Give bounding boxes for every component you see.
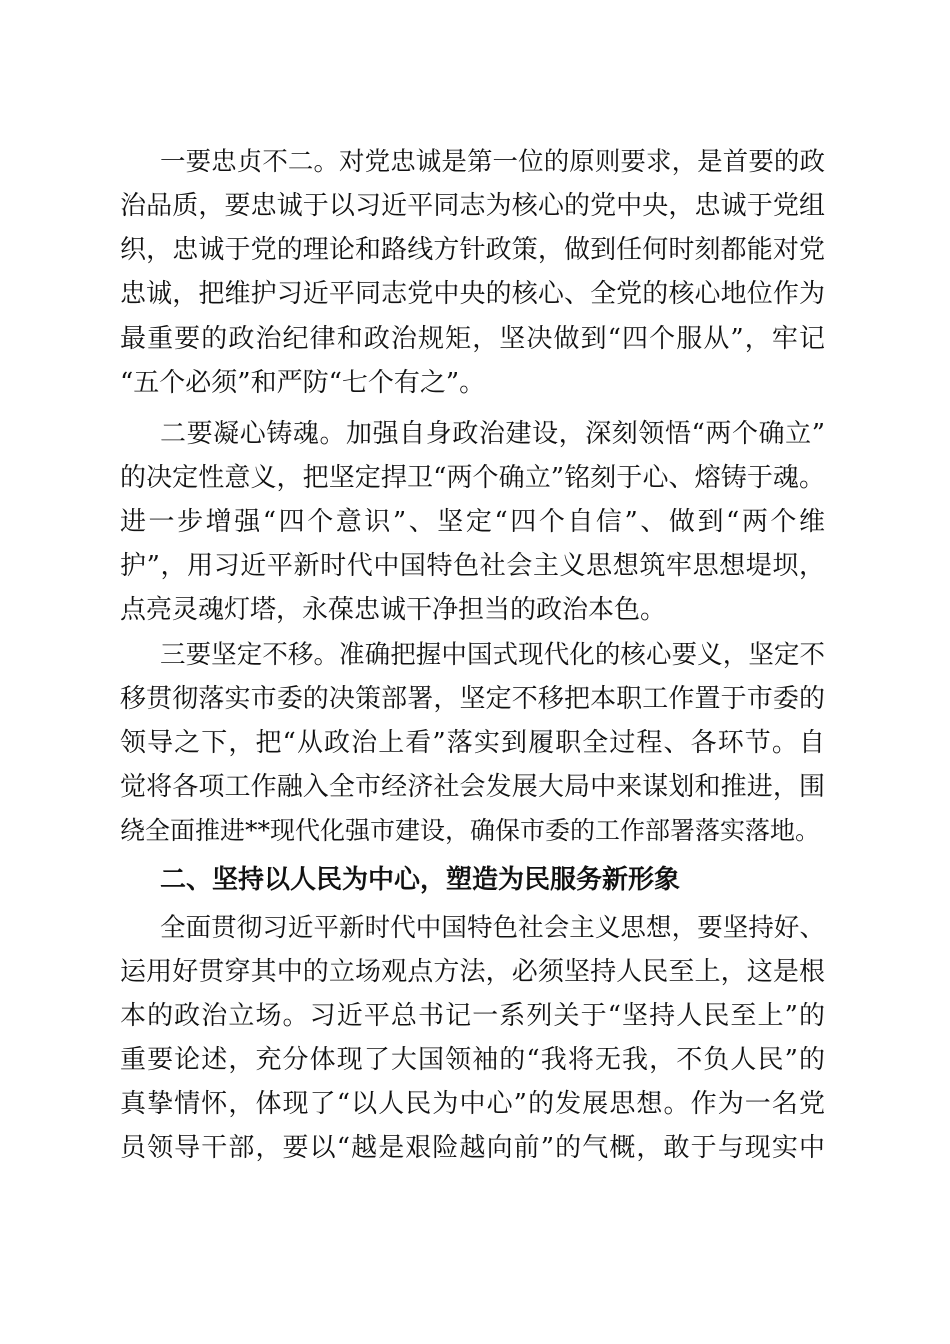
paragraph-4-line-5: 真挚情怀，体现了“以人民为中心”的发展思想。作为一名党 [120,1089,825,1119]
paragraph-4-line-2: 运用好贯穿其中的立场观点方法，必须坚持人民至上，这是根 [120,957,825,987]
paragraph-3-line-4: 觉将各项工作融入全市经济社会发展大局中来谋划和推进，围 [120,772,825,802]
paragraph-1-line-6: “五个必须”和严防“七个有之”。 [120,368,486,398]
paragraph-3-line-1: 三要坚定不移。准确把握中国式现代化的核心要义，坚定不 [160,640,825,670]
paragraph-4-line-6: 员领导干部，要以“越是艰险越向前”的气概，敢于与现实中 [120,1133,825,1163]
paragraph-1-line-2: 治品质，要忠诚于以习近平同志为核心的党中央，忠诚于党组 [120,191,825,221]
paragraph-1-line-5: 最重要的政治纪律和政治规矩，坚决做到“四个服从”，牢记 [120,324,825,354]
paragraph-1-line-3: 织，忠诚于党的理论和路线方针政策，做到任何时刻都能对党 [120,235,825,265]
paragraph-4-line-1: 全面贯彻习近平新时代中国特色社会主义思想，要坚持好、 [160,913,825,943]
section-heading: 二、坚持以人民为中心，塑造为民服务新形象 [160,865,681,895]
paragraph-1-line-1: 一要忠贞不二。对党忠诚是第一位的原则要求，是首要的政 [160,147,825,177]
paragraph-2-line-2: 的决定性意义，把坚定捍卫“两个确立”铭刻于心、熔铸于魂。 [120,463,825,493]
paragraph-2-line-4: 护”，用习近平新时代中国特色社会主义思想筑牢思想堤坝， [120,551,825,581]
paragraph-1-line-4: 忠诚，把维护习近平同志党中央的核心、全党的核心地位作为 [120,279,825,309]
paragraph-2-line-5: 点亮灵魂灯塔，永葆忠诚干净担当的政治本色。 [120,595,667,625]
paragraph-2-line-3: 进一步增强“四个意识”、坚定“四个自信”、做到“两个维 [120,507,825,537]
paragraph-2-line-1: 二要凝心铸魂。加强自身政治建设，深刻领悟“两个确立” [160,419,825,449]
paragraph-3-line-2: 移贯彻落实市委的决策部署，坚定不移把本职工作置于市委的 [120,684,825,714]
paragraph-4-line-4: 重要论述，充分体现了大国领袖的“我将无我，不负人民”的 [120,1045,825,1075]
paragraph-3-line-5: 绕全面推进**现代化强市建设，确保市委的工作部署落实落地。 [120,816,821,845]
paragraph-4-line-3: 本的政治立场。习近平总书记一系列关于“坚持人民至上”的 [120,1001,825,1031]
paragraph-3-line-3: 领导之下，把“从政治上看”落实到履职全过程、各环节。自 [120,728,825,758]
